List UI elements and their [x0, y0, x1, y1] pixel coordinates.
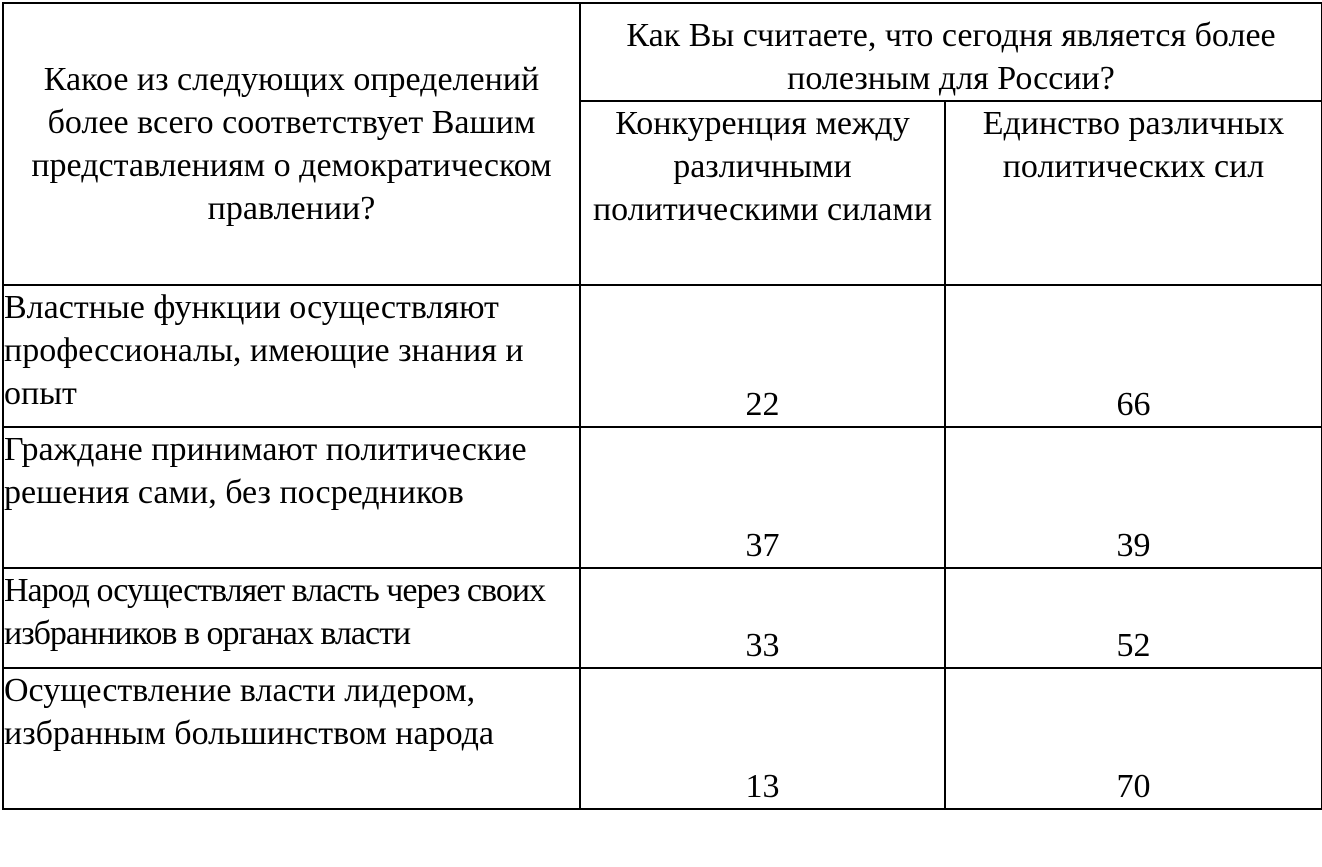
header-row — [3, 3, 1322, 101]
table-row — [3, 568, 1322, 668]
row-label: Властные функции осуществляют профессионалы, имеющие знания и опыт — [3, 285, 580, 427]
column-header-competition: Конкуренция между различными политическими силами — [580, 101, 945, 285]
table-row — [3, 427, 1322, 568]
row-label: Осуществление власти лидером, избранным большинством народа — [3, 668, 580, 809]
column-question-header: Как Вы считаете, что сегодня является более полезным для России? — [580, 3, 1322, 101]
row-question-header: Какое из следующих определений более всего соответствует Вашим представлениям о демократическом правлении? — [3, 3, 580, 285]
column-header-unity: Единство различных политических сил — [945, 101, 1322, 285]
row-label: Граждане принимают политические решения сами, без посредников — [3, 427, 580, 568]
table-row — [3, 668, 1322, 809]
cell-value: 22 — [580, 285, 945, 427]
table-row — [3, 285, 1322, 427]
cell-value: 37 — [580, 427, 945, 568]
cell-value: 33 — [580, 568, 945, 668]
cell-value: 39 — [945, 427, 1322, 568]
cell-value: 66 — [945, 285, 1322, 427]
cell-value: 13 — [580, 668, 945, 809]
row-label: Народ осуществляет власть через своих избранников в органах власти — [3, 568, 580, 668]
cell-value: 70 — [945, 668, 1322, 809]
survey-table — [2, 2, 1322, 810]
cell-value: 52 — [945, 568, 1322, 668]
